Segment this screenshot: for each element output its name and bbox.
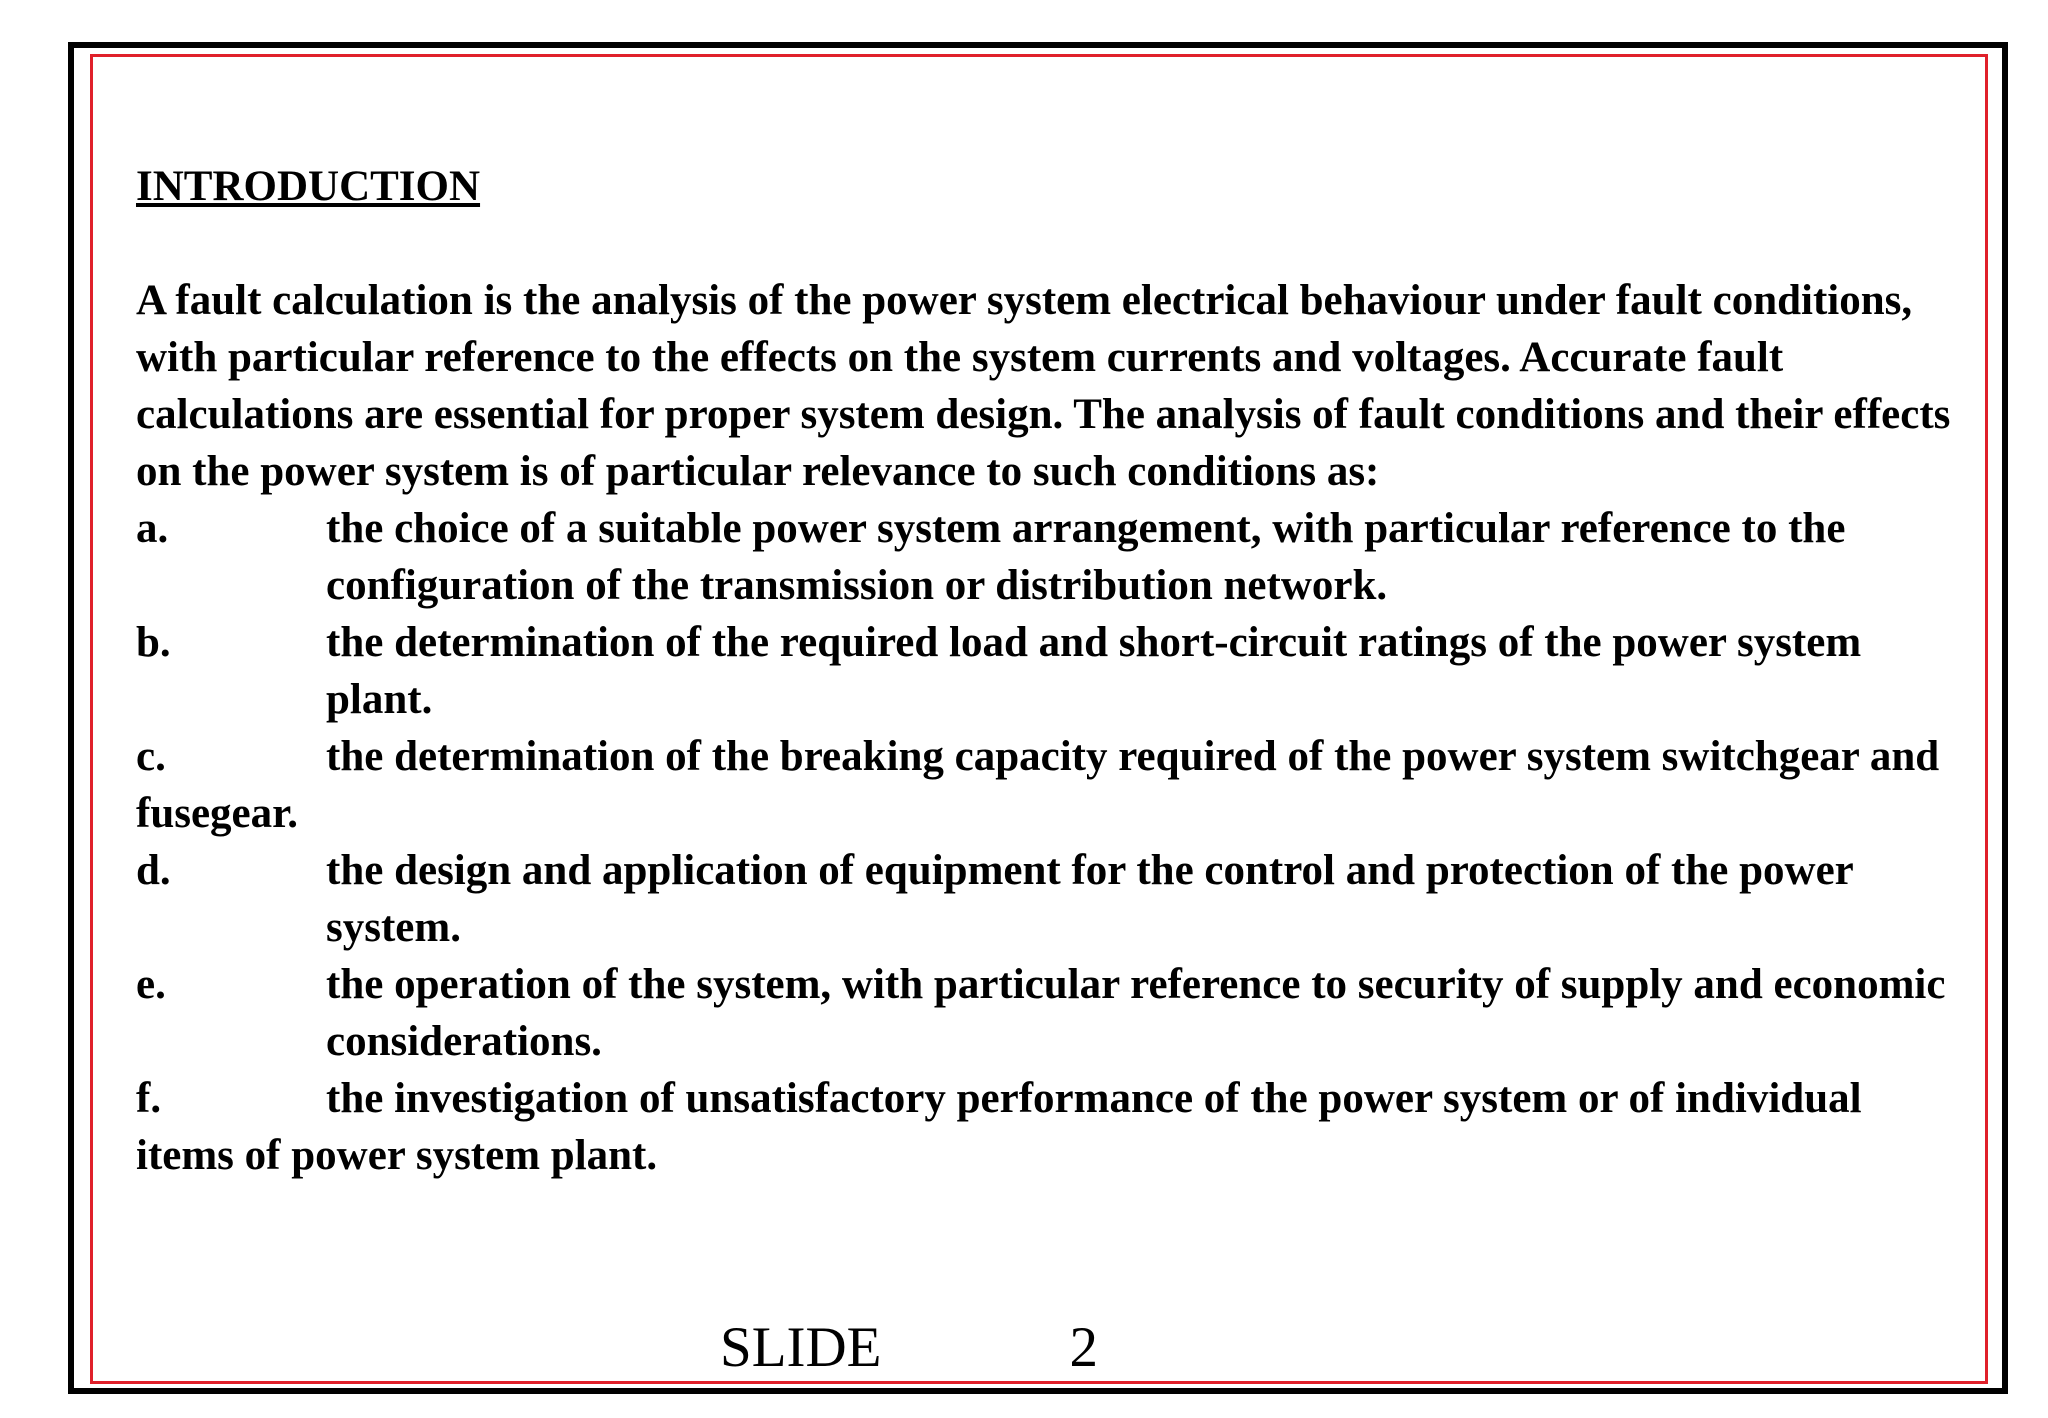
- slide-label: SLIDE: [720, 1316, 882, 1379]
- list-item-a: [136, 500, 1966, 614]
- list-item-text: the determination of the breaking capacity required of the power system switchgear and fusegear.: [136, 733, 1940, 837]
- list-marker: e.: [136, 961, 166, 1008]
- list-item-d: [136, 842, 1966, 956]
- list-item-text: the investigation of unsatisfactory performance of the power system or of individual items of power system plant.: [136, 1075, 1862, 1179]
- slide-footer: [720, 1316, 1098, 1380]
- list-item-text: the determination of the required load and short-circuit ratings of the power system plant.: [326, 619, 1862, 723]
- slide-number: 2: [1069, 1316, 1098, 1379]
- section-heading: INTRODUCTION: [136, 163, 481, 210]
- list-marker: c.: [136, 733, 166, 780]
- list-marker: d.: [136, 847, 171, 894]
- list-marker: a.: [136, 505, 169, 552]
- list-marker: b.: [136, 619, 171, 666]
- list-marker: f.: [136, 1075, 162, 1122]
- list-item-text: the choice of a suitable power system arrangement, with particular reference to the configuration of the transmission or distribution network.: [326, 505, 1846, 609]
- list-item-b: [136, 614, 1966, 728]
- list-item-text: the operation of the system, with particular reference to security of supply and economic considerations.: [326, 961, 1946, 1065]
- list-item-c: [136, 728, 1966, 842]
- intro-paragraph: A fault calculation is the analysis of the power system electrical behaviour under fault conditions, with particular reference to the effects on the system currents and voltages. Accurate fault calculations are essential for proper system design. The analysis of fault conditions and their effects on the power system is of particular relevance to such conditions as:: [136, 277, 1951, 495]
- list-item-e: [136, 956, 1966, 1070]
- list-item-text: the design and application of equipment for the control and protection of the power system.: [326, 847, 1853, 951]
- spacer: [136, 215, 1966, 272]
- list-item-f: [136, 1070, 1966, 1184]
- slide-content: [136, 158, 1966, 1184]
